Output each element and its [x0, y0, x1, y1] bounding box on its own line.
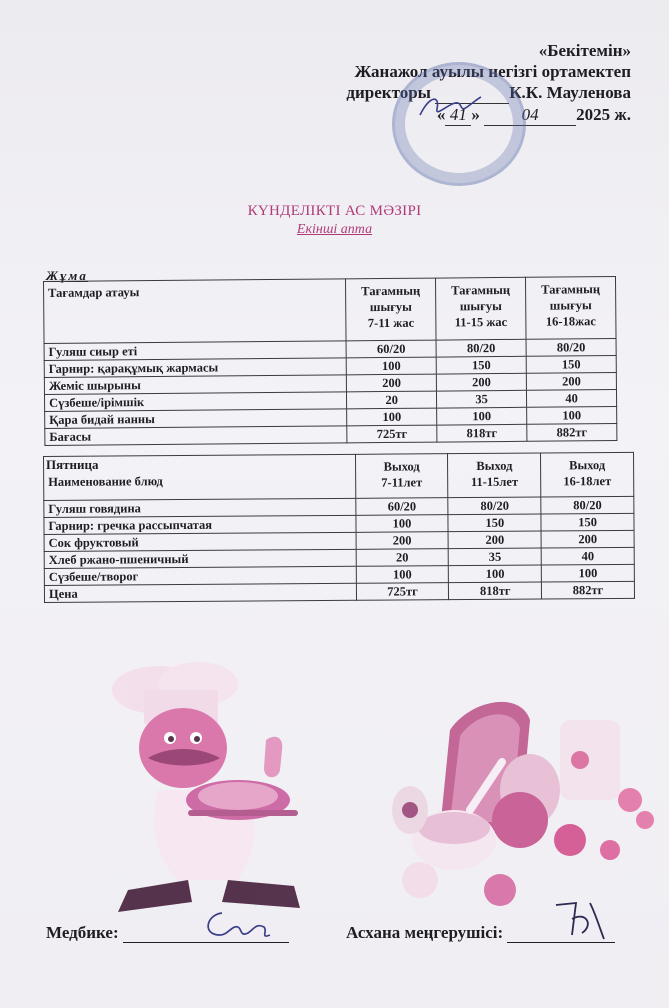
dish-name: Бағасы: [45, 426, 347, 446]
portion-age-1: 100: [346, 357, 436, 375]
portion-age-1: 100: [356, 566, 449, 584]
day-label-ru: Пятница: [46, 457, 99, 472]
portion-age-2: 818тг: [437, 424, 527, 442]
dish-name: Сок фруктовый: [44, 532, 356, 551]
portion-age-2: 35: [437, 390, 527, 408]
table-row: [45, 423, 617, 445]
date-close-quote: »: [471, 105, 480, 124]
portion-age-2: 80/20: [448, 497, 541, 515]
dish-name: Хлеб ржано-пшеничный: [44, 549, 356, 568]
director-label: директоры: [346, 83, 431, 102]
menu-table-kz: [43, 276, 617, 446]
menu-title: КҮНДЕЛІКТІ АС МӘЗІРІ: [247, 203, 422, 219]
school-name: Жанажол ауылы негізгі ортамектеп: [354, 62, 631, 81]
date-day: 41: [445, 104, 471, 126]
table-row: [44, 581, 634, 602]
portion-age-1: 60/20: [355, 498, 448, 516]
portion-age-2: 35: [449, 548, 542, 566]
portion-age-3: 40: [527, 389, 617, 407]
portion-age-3: 100: [541, 564, 634, 582]
portion-age-3: 200: [526, 373, 616, 391]
dish-name: Гарнир: қарақұмық жармасы: [44, 358, 346, 378]
approval-title: «Бекітемін»: [538, 41, 631, 60]
portion-age-2: 818тг: [449, 582, 542, 600]
column-header-age-3: Выход 16-18лет: [541, 452, 634, 497]
dish-name: Жеміс шырыны: [44, 375, 346, 395]
portion-age-1: 100: [347, 408, 437, 426]
dish-name: Сүзбеше/творог: [44, 566, 356, 585]
table-header-row: [44, 452, 634, 500]
date-open-quote: «: [436, 105, 446, 124]
portion-age-1: 20: [356, 549, 449, 567]
dish-name: Гарнир: гречка рассыпчатая: [44, 515, 356, 534]
column-header-name: Наименование блюд: [44, 454, 356, 500]
portion-age-1: 60/20: [346, 340, 436, 358]
day-label-kz: Жұма: [46, 268, 88, 283]
portion-age-3: 150: [526, 356, 616, 374]
column-header-age-1: Выход 7-11лет: [355, 454, 448, 499]
nurse-label: Медбике:: [46, 923, 119, 942]
portion-age-1: 725тг: [356, 583, 449, 601]
portion-age-2: 80/20: [436, 339, 526, 357]
column-header-age-2: Тағамның шығуы 11-15 жас: [436, 277, 526, 340]
column-header-age-1: Тағамның шығуы 7-11 жас: [346, 278, 436, 341]
portion-age-2: 200: [448, 531, 541, 549]
portion-age-2: 150: [448, 514, 541, 532]
column-header-age-2: Выход 11-15лет: [448, 453, 541, 498]
portion-age-1: 100: [356, 515, 449, 533]
menu-table-ru: [43, 452, 635, 603]
director-name: К.К. Мауленова: [509, 83, 631, 102]
portion-age-2: 100: [449, 565, 542, 583]
portion-age-1: 200: [346, 374, 436, 392]
nurse-signature: [198, 905, 278, 945]
canteen-manager-signature: [546, 895, 616, 945]
portion-age-3: 882тг: [527, 423, 617, 441]
portion-age-3: 882тг: [542, 581, 635, 599]
dish-name: Цена: [44, 583, 356, 602]
portion-age-3: 150: [541, 513, 634, 531]
portion-age-3: 40: [541, 547, 634, 565]
portion-age-1: 20: [347, 391, 437, 409]
portion-age-1: 200: [356, 532, 449, 550]
portion-age-3: 200: [541, 530, 634, 548]
date-month: 04: [484, 104, 576, 126]
column-header-name: Тағамдар атауы: [44, 279, 347, 344]
menu-subtitle: Екінші апта: [296, 222, 373, 237]
dish-name: Гуляш сиыр еті: [44, 341, 346, 361]
dish-name: Сүзбеше/ірімшік: [44, 392, 346, 412]
dish-name: Гуляш говядина: [44, 498, 356, 517]
portion-age-2: 100: [437, 407, 527, 425]
date-year: 2025 ж.: [576, 105, 631, 124]
portion-age-3: 80/20: [526, 339, 616, 357]
chef-illustration: [88, 650, 348, 920]
canteen-manager-label: Асхана меңгерушісі:: [346, 923, 504, 942]
portion-age-3: 80/20: [541, 496, 634, 514]
portion-age-2: 150: [436, 356, 526, 374]
portion-age-1: 725тг: [347, 425, 437, 443]
portion-age-2: 200: [436, 373, 526, 391]
table-header-row: [44, 277, 617, 344]
director-signature: [415, 85, 485, 125]
portion-age-3: 100: [527, 406, 617, 424]
dish-name: Қара бидай нанны: [45, 409, 347, 429]
food-illustration: [380, 690, 669, 920]
column-header-age-3: Тағамның шығуы 16-18жас: [526, 277, 617, 340]
